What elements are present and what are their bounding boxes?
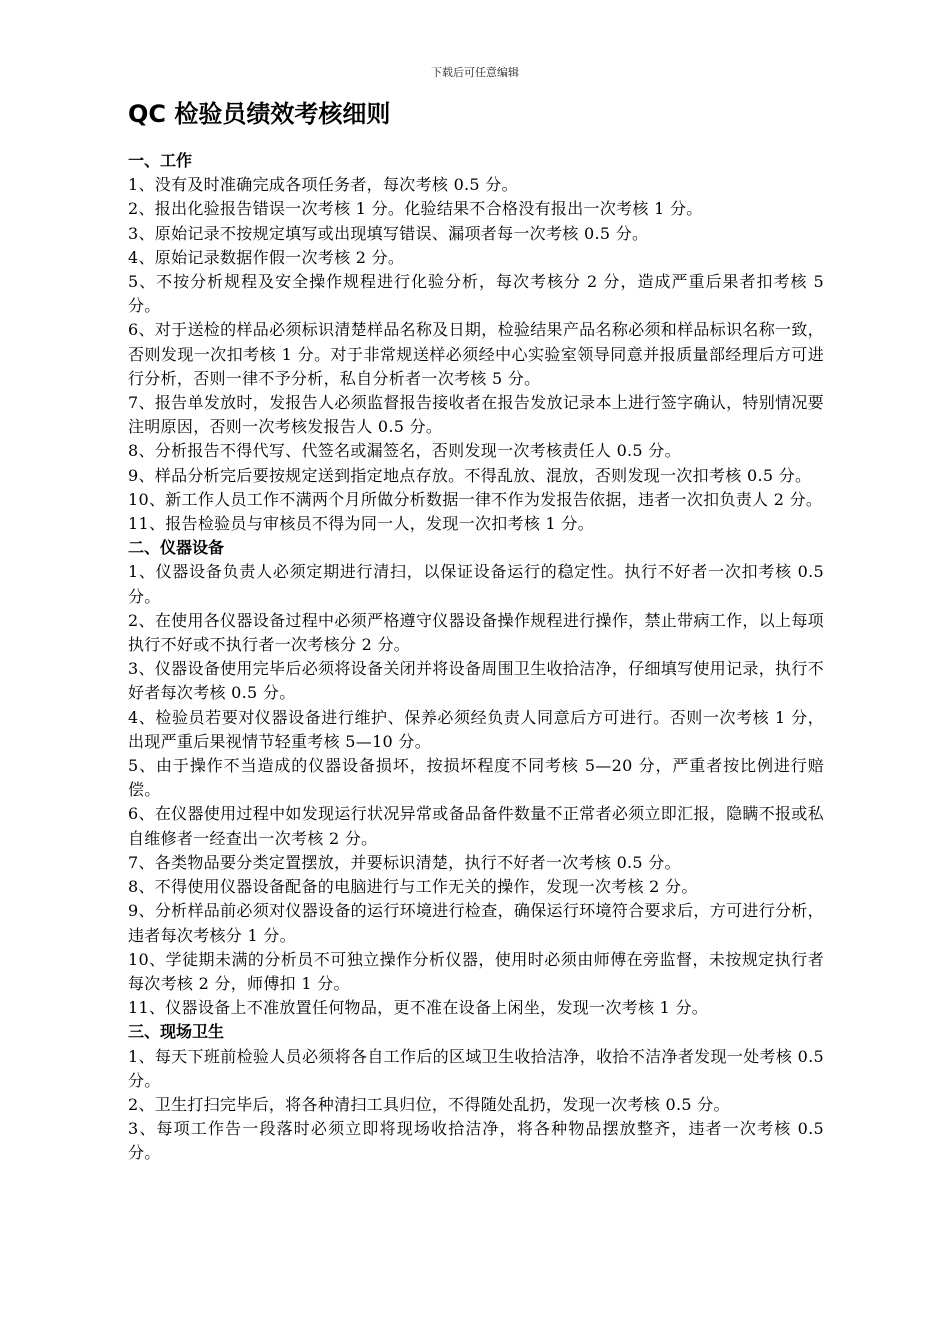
section-heading: 二、仪器设备 xyxy=(128,538,225,558)
rule-item: 1、仪器设备负责人必须定期进行清扫，以保证设备运行的稳定性。执行不好者一次扣考核 0.5 分。 xyxy=(128,562,824,606)
rule-item: 10、新工作人员工作不满两个月所做分析数据一律不作为发报告依据，违者一次扣负责人 2 分。 xyxy=(128,489,823,509)
section-heading: 三、现场卫生 xyxy=(128,1022,225,1042)
section-heading: 一、工作 xyxy=(128,151,193,170)
rule-item: 9、样品分析完后要按规定送到指定地点存放。不得乱放、混放，否则发现一次扣考核 0.5 分。 xyxy=(128,465,812,485)
rule-item: 3、原始记录不按规定填写或出现填写错误、漏项者每一次考核 0.5 分。 xyxy=(128,223,649,243)
rule-item: 6、在仪器使用过程中如发现运行状况异常或备品备件数量不正常者必须立即汇报，隐瞒不报或私自维修者一经查出一次考核 2 分。 xyxy=(128,804,824,848)
rule-item: 1、每天下班前检验人员必须将各自工作后的区域卫生收拾洁净，收拾不洁净者发现一处考核 0.5 分。 xyxy=(128,1046,824,1090)
rule-item: 8、不得使用仪器设备配备的电脑进行与工作无关的操作，发现一次考核 2 分。 xyxy=(128,877,698,897)
document-body xyxy=(128,149,824,1166)
rule-item: 11、仪器设备上不准放置任何物品，更不准在设备上闲坐，发现一次考核 1 分。 xyxy=(128,998,709,1018)
rule-item: 6、对于送检的样品必须标识清楚样品名称及日期，检验结果产品名称必须和样品标识名称一致，否则发现一次扣考核 1 分。对于非常规送样必须经中心实验室领导同意并报质量部经理后方可进行分析，否则一律不予分析，私自分析者一次考核 5 分。 xyxy=(128,320,824,388)
rule-item: 10、学徒期未满的分析员不可独立操作分析仪器，使用时必须由师傅在旁监督，未按规定执行者每次考核 2 分，师傅扣 1 分。 xyxy=(128,949,824,993)
rule-item: 5、由于操作不当造成的仪器设备损坏，按损坏程度不同考核 5—20 分，严重者按比例进行赔偿。 xyxy=(128,756,824,800)
rule-item: 2、在使用各仪器设备过程中必须严格遵守仪器设备操作规程进行操作，禁止带病工作，以上每项执行不好或不执行者一次考核分 2 分。 xyxy=(128,610,824,655)
rule-item: 9、分析样品前必须对仪器设备的运行环境进行检查，确保运行环境符合要求后，方可进行分析，违者每次考核分 1 分。 xyxy=(128,901,824,945)
page-header-note: 下载后可任意编辑 xyxy=(431,66,519,79)
rule-item: 3、仪器设备使用完毕后必须将设备关闭并将设备周围卫生收拾洁净，仔细填写使用记录，执行不好者每次考核 0.5 分。 xyxy=(128,659,824,703)
rule-item: 7、各类物品要分类定置摆放，并要标识清楚，执行不好者一次考核 0.5 分。 xyxy=(128,852,681,872)
rule-item: 11、报告检验员与审核员不得为同一人，发现一次扣考核 1 分。 xyxy=(128,514,595,534)
rule-item: 8、分析报告不得代写、代签名或漏签名，否则发现一次考核责任人 0.5 分。 xyxy=(128,441,681,461)
rule-item: 4、原始记录数据作假一次考核 2 分。 xyxy=(128,247,405,267)
rule-item: 7、报告单发放时，发报告人必须监督报告接收者在报告发放记录本上进行签字确认，特别情况要注明原因，否则一次考核发报告人 0.5 分。 xyxy=(128,393,824,437)
rule-item: 1、没有及时准确完成各项任务者，每次考核 0.5 分。 xyxy=(128,175,518,195)
rule-item: 2、卫生打扫完毕后，将各种清扫工具归位，不得随处乱扔，发现一次考核 0.5 分。 xyxy=(128,1094,730,1114)
rule-item: 5、不按分析规程及安全操作规程进行化验分析，每次考核分 2 分，造成严重后果者扣考核 5 分。 xyxy=(128,272,824,316)
rule-item: 3、每项工作告一段落时必须立即将现场收拾洁净，将各种物品摆放整齐，违者一次考核 0.5 分。 xyxy=(128,1119,824,1163)
document-title: QC 检验员绩效考核细则 xyxy=(128,100,391,128)
rule-item: 2、报出化验报告错误一次考核 1 分。化验结果不合格没有报出一次考核 1 分。 xyxy=(128,199,703,219)
rule-item: 4、检验员若要对仪器设备进行维护、保养必须经负责人同意后方可进行。否则一次考核 1 分，出现严重后果视情节轻重考核 5—10 分。 xyxy=(128,707,824,751)
